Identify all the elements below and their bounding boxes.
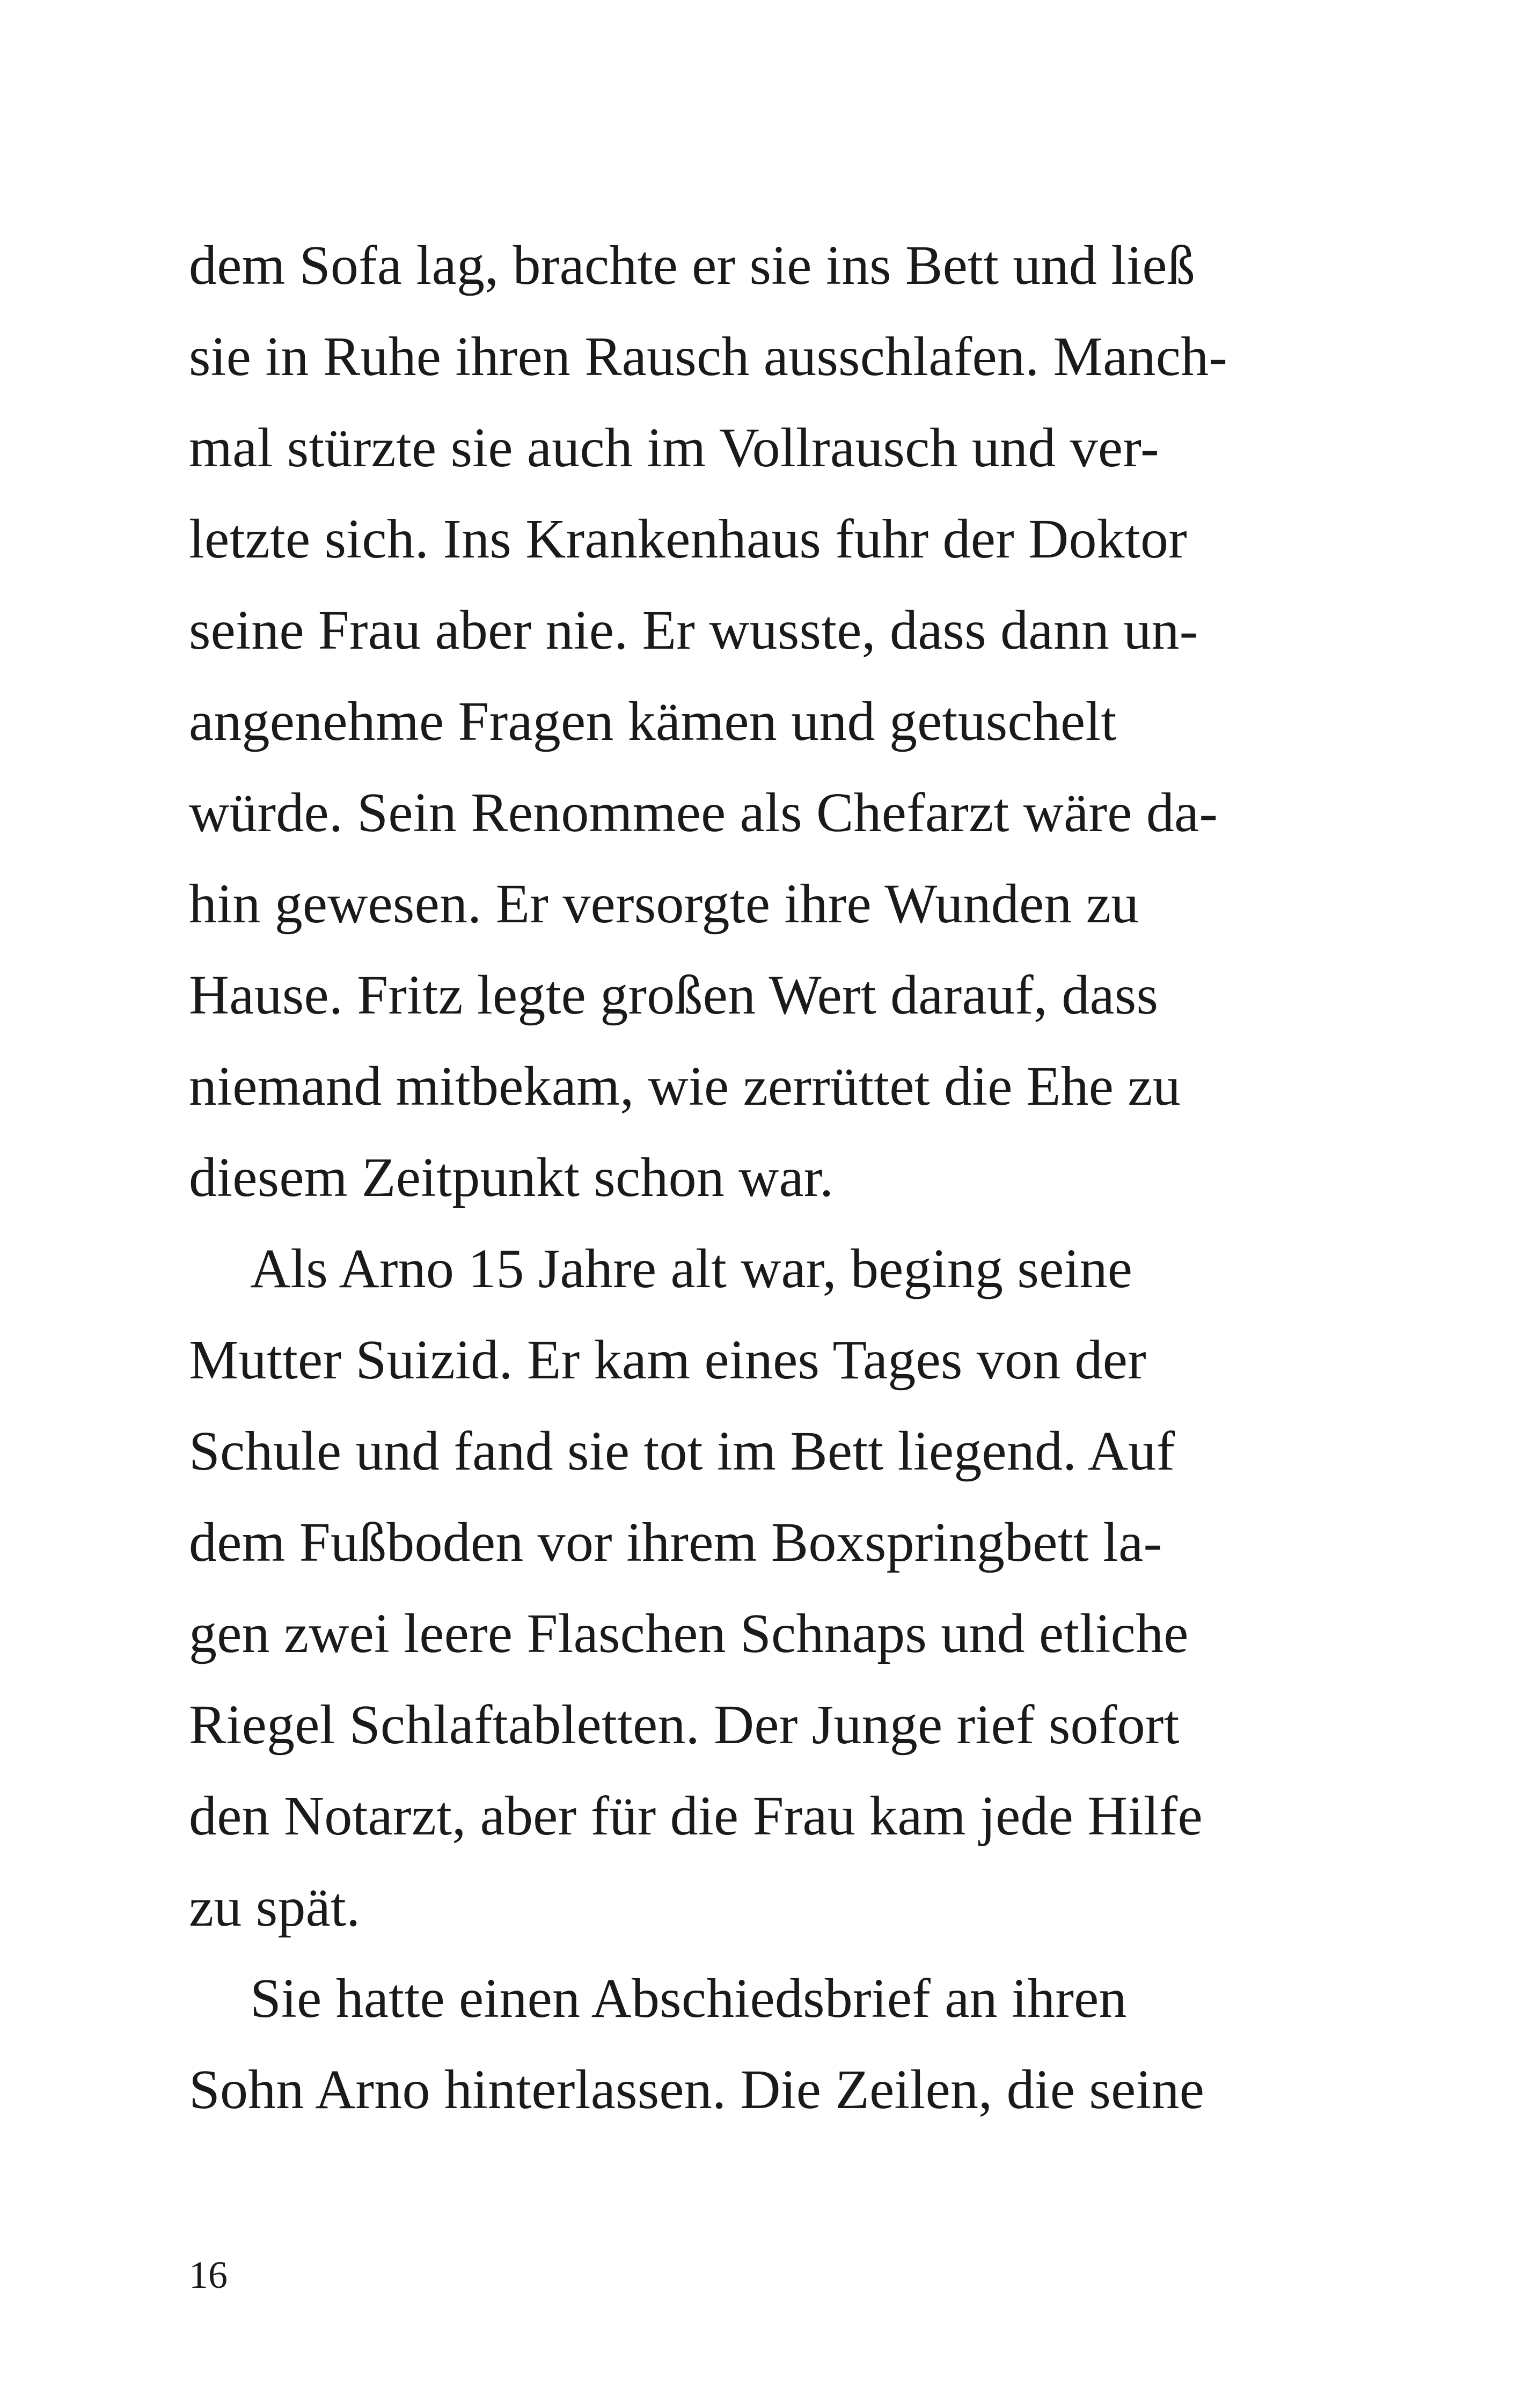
text-line: niemand mitbekam, wie zerrüttet die Ehe zu bbox=[189, 1055, 1181, 1117]
text-line: zu spät. bbox=[189, 1876, 361, 1938]
paragraph-first-line: Sie hatte einen Abschiedsbrief an ihren bbox=[250, 1967, 1127, 2029]
text-line: diesem Zeitpunkt schon war. bbox=[189, 1147, 834, 1208]
text-line: mal stürzte sie auch im Vollrausch und ver- bbox=[189, 417, 1159, 479]
page-number: 16 bbox=[189, 2253, 228, 2296]
text-line: den Notarzt, aber für die Frau kam jede Hilfe bbox=[189, 1785, 1203, 1847]
text-line: Schule und fand sie tot im Bett liegend. Auf bbox=[189, 1420, 1175, 1482]
text-line: dem Sofa lag, brachte er sie ins Bett und ließ bbox=[189, 234, 1195, 296]
text-line: seine Frau aber nie. Er wusste, dass dann un- bbox=[189, 599, 1198, 661]
text-line: gen zwei leere Flaschen Schnaps und etliche bbox=[189, 1603, 1189, 1664]
text-line: Sohn Arno hinterlassen. Die Zeilen, die seine bbox=[189, 2059, 1205, 2120]
text-line: sie in Ruhe ihren Rausch ausschlafen. Manch- bbox=[189, 326, 1228, 387]
text-line: letzte sich. Ins Krankenhaus fuhr der Doktor bbox=[189, 508, 1187, 570]
text-line: angenehme Fragen kämen und getuschelt bbox=[189, 691, 1117, 752]
text-line: Riegel Schlaftabletten. Der Junge rief sofort bbox=[189, 1694, 1180, 1756]
text-line: Mutter Suizid. Er kam eines Tages von der bbox=[189, 1329, 1146, 1391]
paragraph-first-line: Als Arno 15 Jahre alt war, beging seine bbox=[250, 1238, 1133, 1300]
text-line: dem Fußboden vor ihrem Boxspringbett la- bbox=[189, 1511, 1162, 1573]
text-line: hin gewesen. Er versorgte ihre Wunden zu bbox=[189, 873, 1139, 935]
text-line: Hause. Fritz legte großen Wert darauf, dass bbox=[189, 964, 1159, 1026]
text-line: würde. Sein Renommee als Chefarzt wäre da- bbox=[189, 782, 1218, 843]
